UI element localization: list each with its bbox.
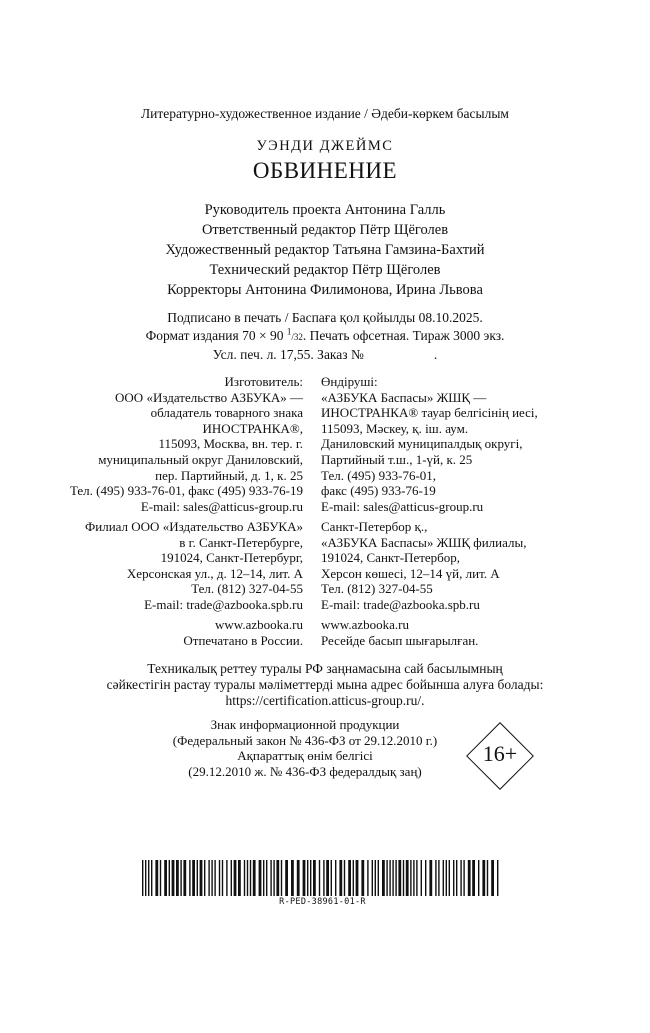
format-prefix: Формат издания 70 × 90	[145, 327, 284, 343]
barcode-bar	[219, 860, 220, 896]
certification-link[interactable]: https://certification.atticus-group.ru/.	[225, 692, 425, 708]
barcode-bar	[151, 860, 152, 896]
barcode-bar	[270, 860, 271, 896]
website-link[interactable]: www.azbooka.ru	[321, 617, 409, 632]
barcode-bar	[297, 860, 300, 896]
manufacturer-ru	[70, 374, 303, 514]
manufacturer-kz-line: Өндіруші:	[321, 374, 378, 389]
barcode-bar	[460, 860, 461, 896]
barcode-bar	[204, 860, 205, 896]
web-ru	[183, 617, 303, 648]
barcode-bar	[276, 860, 279, 896]
branch-kz-line: Херсон көшесі, 12–14 үй, лит. А	[321, 565, 500, 581]
barcode-bar	[176, 860, 179, 896]
barcode-bar	[395, 860, 396, 896]
barcode-bar	[208, 860, 209, 896]
staff-line: Художественный редактор Татьяна Гамзина-Бахтий	[165, 242, 485, 258]
conv-sheets: Усл. печ. л. 17,55. Заказ №	[212, 347, 364, 362]
barcode-bar	[446, 860, 447, 896]
format-num: 1	[286, 326, 292, 336]
manufacturer-ru-line: обладатель товарного знака	[150, 405, 303, 421]
branch-kz-line: «АЗБУКА Баспасы» ЖШҚ филиалы,	[321, 534, 527, 550]
manufacturer-kz-line: Тел. (495) 933-76-01,	[321, 467, 437, 483]
barcode-bar	[180, 860, 181, 896]
manufacturer-kz-line: факс (495) 933-76-19	[321, 483, 436, 499]
barcode-bar	[222, 860, 223, 896]
branch-ru-line: Тел. (812) 327-04-55	[191, 581, 303, 597]
manufacturer-ru-line: Изготовитель:	[224, 374, 303, 389]
info-sign-line: (Федеральный закон № 436-ФЗ от 29.12.2010 г.)	[172, 732, 438, 748]
barcode-bar	[463, 860, 464, 896]
staff-line: Ответственный редактор Пётр Щёголев	[201, 222, 449, 238]
barcode-bar	[160, 860, 161, 896]
manufacturer-kz-line: 115093, Мәскеу, қ. іш. аум.	[321, 420, 469, 436]
manufacturer-ru-line: ИНОСТРАНКА®,	[202, 420, 303, 436]
barcode-bar	[339, 860, 342, 896]
barcode-bar	[398, 860, 401, 896]
barcode-bar	[472, 860, 475, 896]
barcode-bar	[353, 860, 354, 896]
barcode-bar	[189, 860, 190, 896]
barcode-bar	[164, 860, 167, 896]
staff-list	[0, 200, 650, 300]
barcode-bar	[310, 860, 311, 896]
barcode-bar	[238, 860, 241, 896]
barcode-bar	[435, 860, 436, 896]
order-end: .	[433, 347, 438, 362]
barcode-bar	[285, 860, 288, 896]
staff-line: Руководитель проекта Антонина Галль	[204, 202, 446, 218]
format-den: /32	[291, 331, 303, 342]
barcode-bar	[169, 860, 170, 896]
barcode-bar	[386, 860, 387, 896]
barcode-bar	[331, 860, 332, 896]
barcode-bar	[413, 860, 414, 896]
branch-ru-line: 191024, Санкт-Петербург,	[160, 550, 303, 566]
web-kz	[321, 617, 478, 648]
branch-ru-line: Филиал ООО «Издательство АЗБУКА»	[84, 519, 303, 534]
barcode-bar	[449, 860, 450, 896]
manufacturer-ru-line: ООО «Издательство АЗБУКА» —	[115, 389, 303, 405]
barcode-bar	[155, 860, 158, 896]
branch-ru	[85, 519, 303, 613]
print-info	[0, 309, 650, 364]
barcode-bar	[281, 860, 282, 896]
manufacturer-ru-line: Тел. (495) 933-76-01, факс (495) 933-76-19	[69, 483, 303, 499]
barcode-bar	[392, 860, 393, 896]
book-title: ОБВИНЕНИЕ	[252, 158, 398, 183]
branch-ru-line: в г. Санкт-Петербурге,	[179, 534, 303, 550]
info-sign-line: Ақпараттық өнім белгісі	[237, 748, 373, 764]
barcode-bar	[382, 860, 385, 896]
barcode-bar	[263, 860, 264, 896]
barcode-bar	[231, 860, 232, 896]
printed-in-kz: Ресейде басып шығарылған.	[321, 632, 479, 648]
certification-line: сәйкестігін растау туралы мәліметтерді мына адрес бойынша алуға болады:	[106, 676, 544, 692]
barcode-bar	[172, 860, 175, 896]
barcode-bar	[468, 860, 471, 896]
manufacturer-ru-line: пер. Партийный, д. 1, к. 25	[155, 467, 303, 483]
barcode-caption: R-PED-38961-01-R	[279, 897, 366, 907]
barcode-bar	[487, 860, 488, 896]
barcode-bar	[348, 860, 351, 896]
info-sign-line: Знак информационной продукции	[210, 717, 400, 732]
barcode-bar	[307, 860, 308, 896]
age-rating-text: 16+	[482, 741, 518, 766]
barcode-bar	[482, 860, 485, 896]
branch-kz-line: Тел. (812) 327-04-55	[321, 581, 433, 597]
certification-line: Техникалық реттеу туралы РФ заңнамасына сай басылымның	[147, 661, 503, 676]
barcode-bar	[253, 860, 256, 896]
barcode-bar	[378, 860, 379, 896]
barcode-bar	[266, 860, 267, 896]
barcode-bar	[356, 860, 359, 896]
barcode-bar	[429, 860, 432, 896]
barcode-bar	[259, 860, 262, 896]
barcode-bar	[197, 860, 198, 896]
barcode-bar	[192, 860, 195, 896]
manufacturer-kz-line: E-mail: sales@atticus-group.ru	[321, 498, 484, 514]
manufacturer-ru-line: E-mail: sales@atticus-group.ru	[140, 498, 303, 514]
branch-kz-line: E-mail: trade@azbooka.spb.ru	[321, 596, 480, 612]
barcode-bar	[456, 860, 457, 896]
barcode-bar	[226, 860, 227, 896]
certification-note	[0, 661, 650, 708]
edition-type: Литературно-художественное издание / Әдеби-көркем басылым	[141, 106, 509, 121]
barcode-bar	[389, 860, 390, 896]
staff-line: Технический редактор Пётр Щёголев	[209, 262, 441, 278]
barcode-bar	[211, 860, 212, 896]
barcode-bar	[145, 860, 146, 896]
barcode-bar	[244, 860, 245, 896]
printed-in-ru: Отпечатано в России.	[183, 632, 303, 648]
barcode-bar	[344, 860, 345, 896]
barcode-bar	[453, 860, 454, 896]
manufacturer-kz-line: Партийный т.ш., 1-үй, к. 25	[321, 451, 473, 467]
barcode-bar	[403, 860, 404, 896]
barcode-bar	[438, 860, 439, 896]
branch-kz-line: Санкт-Петербор қ.,	[321, 519, 428, 534]
age-rating-badge	[466, 722, 534, 790]
barcode-bar	[335, 860, 336, 896]
branch-kz-line: 191024, Санкт-Петербор,	[321, 550, 461, 566]
barcode	[142, 860, 503, 896]
barcode-bar	[214, 860, 215, 896]
branch-kz	[321, 519, 526, 613]
barcode-bar	[250, 860, 251, 896]
barcode-bar	[416, 860, 417, 896]
manufacturer-kz	[321, 374, 538, 514]
website-link[interactable]: www.azbooka.ru	[215, 617, 303, 632]
barcode-bar	[406, 860, 409, 896]
author-name: УЭНДИ ДЖЕЙМС	[256, 138, 394, 154]
barcode-bar	[410, 860, 411, 896]
barcode-bar	[142, 860, 143, 896]
barcode-bar	[421, 860, 422, 896]
order-line	[0, 346, 650, 364]
manufacturer-ru-line: муниципальный округ Даниловский,	[98, 451, 303, 467]
barcode-bar	[372, 860, 373, 896]
barcode-bar	[234, 860, 237, 896]
staff-line: Корректоры Антонина Филимонова, Ирина Львова	[167, 282, 483, 298]
barcode-bar	[247, 860, 248, 896]
barcode-bar	[200, 860, 203, 896]
barcode-bar	[303, 860, 306, 896]
barcode-bar	[367, 860, 368, 896]
barcode-bar	[326, 860, 329, 896]
barcode-bar	[361, 860, 364, 896]
barcode-bar	[291, 860, 294, 896]
barcode-bar	[273, 860, 274, 896]
format-line	[0, 327, 650, 347]
manufacturer-kz-line: Даниловский муниципалдық округі,	[321, 436, 523, 452]
barcode-bar	[425, 860, 426, 896]
barcode-bar	[148, 860, 149, 896]
branch-ru-line: E-mail: trade@azbooka.spb.ru	[144, 596, 303, 612]
barcode-bar	[443, 860, 444, 896]
branch-ru-line: Херсонская ул., д. 12–14, лит. А	[126, 565, 303, 581]
manufacturer-kz-line: «АЗБУКА Баспасы» ЖШҚ —	[321, 389, 487, 405]
barcode-bar	[491, 860, 494, 896]
format-suffix: . Печать офсетная. Тираж 3000 экз.	[302, 327, 505, 343]
manufacturer-ru-line: 115093, Москва, вн. тер. г.	[158, 436, 303, 452]
barcode-bar	[183, 860, 186, 896]
barcode-bar	[478, 860, 479, 896]
barcode-bar	[313, 860, 316, 896]
barcode-bar	[497, 860, 498, 896]
barcode-bar	[323, 860, 324, 896]
signed-date: Подписано в печать / Баспаға қол қойылды 08.10.2025.	[167, 310, 483, 325]
barcode-bar	[375, 860, 376, 896]
barcode-bar	[319, 860, 320, 896]
info-sign-line: (29.12.2010 ж. № 436-ФЗ федералдық заң)	[188, 763, 422, 779]
manufacturer-kz-line: ИНОСТРАНКА® тауар белгісінің иесі,	[321, 405, 538, 421]
